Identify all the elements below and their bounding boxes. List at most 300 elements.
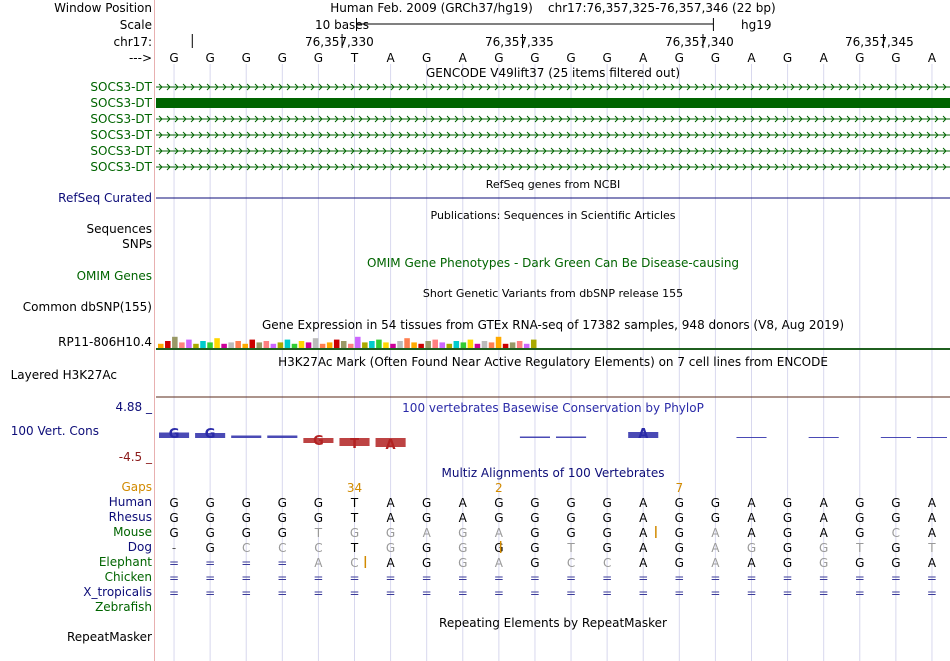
alignment-base: T (856, 541, 864, 555)
alignment-base: = (241, 556, 252, 570)
alignment-base: G (385, 541, 396, 555)
cons-ymin-label: -4.5 _ (118, 450, 152, 464)
reference-base: G (205, 51, 215, 65)
gencode-track-title[interactable]: GENCODE V49lift37 (25 items filtered out) (425, 66, 680, 80)
alignment-base: G (819, 556, 829, 570)
reference-base: G (710, 51, 721, 65)
gtex-tissue-bar (172, 337, 178, 348)
alignment-base: G (566, 526, 576, 540)
alignment-base: A (927, 511, 937, 525)
alignment-base: T (314, 526, 323, 540)
alignment-base: G (819, 541, 829, 555)
gtex-tissue-bar (292, 344, 298, 348)
phylop-base-letter: T (350, 437, 359, 452)
alignment-base: G (782, 556, 793, 570)
gtex-tissue-bar (299, 341, 305, 348)
window-position-label: Window Position (54, 1, 152, 15)
alignment-base: G (530, 556, 540, 570)
alignment-base: G (349, 526, 360, 540)
reference-base: G (891, 51, 901, 65)
alignment-base: T (350, 511, 359, 525)
gtex-tissue-bar (468, 340, 474, 348)
alignment-base: G (277, 496, 287, 510)
alignment-base: = (241, 586, 252, 600)
sequences-track-label[interactable]: Sequences (86, 222, 152, 236)
track-label-column (0, 0, 154, 661)
gtex-gene-label[interactable]: RP11-806H10.4 (58, 335, 152, 349)
reference-base: A (927, 51, 937, 65)
reference-base: G (855, 51, 865, 65)
gtex-tissue-bar (313, 338, 319, 348)
alignment-base: G (205, 541, 215, 555)
alignment-base: = (566, 586, 577, 600)
gtex-tissue-bar (397, 341, 403, 348)
alignment-base: G (891, 541, 901, 555)
alignment-base: G (602, 496, 612, 510)
reference-base: G (313, 51, 324, 65)
h3k27ac-track-title[interactable]: H3K27Ac Mark (Often Found Near Active Regulatory Elements) on 7 cell lines from ENCODE (278, 355, 828, 369)
phylop-base-logo (736, 437, 766, 438)
alignment-base: A (386, 511, 395, 525)
cons-ymax-label: 4.88 _ (115, 400, 152, 414)
alignment-base: G (205, 526, 215, 540)
assembly-name: Human Feb. 2009 (GRCh37/hg19) (330, 1, 533, 15)
alignment-base: A (747, 526, 756, 540)
species-label-dog[interactable]: Dog (127, 540, 152, 554)
alignment-base: G (422, 541, 432, 555)
alignment-base: G (710, 511, 721, 525)
scale-bases-text: 10 bases (315, 18, 369, 32)
alignment-base: = (674, 586, 685, 600)
alignment-base: A (819, 526, 828, 540)
species-label-zebrafish[interactable]: Zebrafish (95, 600, 152, 614)
alignment-base: = (566, 571, 577, 585)
alignment-base: = (385, 586, 396, 600)
gtex-tissue-bar (320, 344, 326, 348)
alignment-base: G (674, 526, 684, 540)
phylop-base-letter: G (204, 427, 216, 442)
alignment-base: = (782, 586, 793, 600)
alignment-base: A (639, 526, 648, 540)
alignment-base: = (710, 586, 721, 600)
gtex-tissue-bar (214, 338, 220, 348)
alignment-base: = (529, 571, 540, 585)
alignment-base: = (205, 586, 216, 600)
alignment-base: = (890, 586, 901, 600)
alignment-base: A (819, 496, 828, 510)
alignment-base: G (458, 526, 468, 540)
alignment-base: G (782, 496, 793, 510)
alignment-base: A (711, 526, 720, 540)
alignment-base: A (639, 541, 648, 555)
gencode-item-label[interactable]: SOCS3-DT (90, 160, 152, 174)
gtex-tissue-bar (517, 341, 523, 348)
alignment-base: = (818, 571, 829, 585)
reference-base: A (458, 51, 467, 65)
refseq-track-title[interactable]: RefSeq genes from NCBI (485, 178, 621, 191)
alignment-base: = (602, 571, 613, 585)
alignment-base: A (639, 511, 648, 525)
alignment-base: G (169, 496, 179, 510)
alignment-base: = (854, 571, 865, 585)
alignment-base: G (782, 526, 793, 540)
alignment-base: = (457, 571, 468, 585)
gap-count: 2 (495, 481, 503, 495)
alignment-base: = (313, 586, 324, 600)
phylop-base-letter: G (313, 434, 324, 449)
alignment-base: G (530, 511, 540, 525)
alignment-base: G (422, 556, 432, 570)
alignment-base: G (313, 511, 324, 525)
phylop-base-letter: A (638, 427, 649, 442)
alignment-base: A (386, 556, 395, 570)
gtex-tissue-bar (432, 340, 438, 348)
alignment-base: A (747, 556, 756, 570)
alignment-base: T (350, 496, 359, 510)
gencode-item-label[interactable]: SOCS3-DT (90, 96, 152, 110)
gtex-tissue-bar (503, 344, 509, 348)
gtex-tissue-bar (411, 342, 417, 348)
alignment-base: G (169, 526, 179, 540)
alignment-base: A (927, 556, 937, 570)
alignment-base: - (171, 541, 177, 555)
alignment-base: G (494, 541, 504, 555)
alignment-base: = (169, 556, 180, 570)
alignment-base: = (638, 571, 649, 585)
track-image-area[interactable] (156, 0, 950, 661)
alignment-base: G (241, 496, 251, 510)
alignment-base: G (782, 541, 793, 555)
gtex-tissue-bar (461, 342, 467, 348)
omim-track-title[interactable]: OMIM Gene Phenotypes - Dark Green Can Be Disease-causing (366, 256, 740, 270)
alignment-base: C (891, 526, 901, 540)
alignment-base: G (494, 511, 504, 525)
alignment-base: C (314, 541, 323, 555)
gtex-tissue-bar (475, 344, 481, 348)
alignment-base: = (746, 571, 757, 585)
alignment-base: = (421, 586, 432, 600)
reference-base: G (169, 51, 179, 65)
gtex-tissue-bar (306, 342, 312, 348)
alignment-base: G (422, 496, 432, 510)
alignment-base: G (674, 496, 684, 510)
gtex-tissue-bar (418, 344, 424, 348)
gtex-tissue-bar (369, 341, 375, 348)
alignment-base: G (602, 526, 612, 540)
gtex-tissue-bar (439, 342, 445, 348)
reference-base: T (350, 51, 359, 65)
alignment-base: T (350, 541, 359, 555)
gtex-tissue-bar (264, 341, 270, 348)
alignment-base: = (854, 586, 865, 600)
alignment-base: = (241, 571, 252, 585)
alignment-base: A (458, 511, 467, 525)
gencode-item-label[interactable]: SOCS3-DT (90, 144, 152, 158)
gencode-item-label[interactable]: SOCS3-DT (90, 128, 152, 142)
alignment-base: = (602, 586, 613, 600)
gtex-tissue-bar (186, 340, 192, 348)
dbsnp-track-label[interactable]: Common dbSNP(155) (22, 300, 152, 314)
gtex-tissue-bar (348, 344, 354, 348)
gtex-tissue-bar (404, 338, 410, 348)
alignment-base: T (928, 541, 936, 555)
gap-count: 7 (675, 481, 684, 495)
gtex-tissue-bar (257, 342, 263, 348)
alignment-base: G (205, 511, 215, 525)
phylop-base-logo (881, 437, 911, 438)
alignment-base: G (494, 496, 504, 510)
alignment-base: A (711, 556, 720, 570)
alignment-base: = (710, 571, 721, 585)
alignment-base: = (782, 571, 793, 585)
phylop-base-logo (809, 437, 839, 438)
gtex-tissue-bar (425, 341, 431, 348)
phylop-base-logo (267, 436, 297, 439)
gtex-tissue-bar (207, 342, 213, 348)
alignment-base: G (241, 511, 251, 525)
gtex-tissue-bar (327, 342, 333, 348)
label-divider (154, 0, 155, 661)
gtex-tissue-bar (271, 344, 277, 348)
cons-track-label[interactable]: 100 Vert. Cons (10, 424, 99, 438)
alignment-base: = (277, 556, 288, 570)
alignment-base: A (494, 556, 503, 570)
alignment-base: G (782, 511, 793, 525)
species-label-human[interactable]: Human (108, 495, 152, 509)
gtex-tissue-bar (249, 340, 255, 348)
alignment-base: G (458, 556, 468, 570)
gtex-tissue-bar (165, 341, 171, 348)
alignment-base: G (530, 526, 540, 540)
alignment-base: = (926, 571, 937, 585)
gtex-tissue-bar (179, 342, 185, 348)
alignment-base: = (746, 586, 757, 600)
alignment-base: = (313, 571, 324, 585)
gtex-tissue-bar (341, 341, 347, 348)
dbsnp-track-title[interactable]: Short Genetic Variants from dbSNP release 155 (422, 287, 684, 300)
alignment-base: A (819, 511, 828, 525)
gencode-exon-block (156, 98, 950, 108)
alignment-base: C (566, 556, 576, 570)
snps-track-label[interactable]: SNPs (122, 237, 152, 251)
species-label-elephant[interactable]: Elephant (98, 555, 152, 569)
alignment-base: G (313, 496, 324, 510)
alignment-base: A (386, 496, 395, 510)
alignment-base: G (891, 511, 901, 525)
gtex-tissue-bar (158, 344, 164, 348)
h3k27ac-track-label[interactable]: Layered H3K27Ac (10, 368, 117, 382)
gtex-tissue-bar (193, 344, 199, 348)
alignment-base: G (674, 511, 684, 525)
gtex-track-title[interactable]: Gene Expression in 54 tissues from GTEx RNA-seq of 17382 samples, 948 donors (V8, Aug 2019) (261, 318, 845, 332)
alignment-base: G (602, 541, 612, 555)
gtex-tissue-bar (228, 342, 234, 348)
alignment-base: G (169, 511, 179, 525)
gap-count: 34 (346, 481, 363, 495)
alignment-base: A (458, 496, 467, 510)
window-position-text (156, 1, 950, 15)
gtex-tissue-bar (355, 337, 361, 348)
alignment-base: G (530, 496, 540, 510)
chrom-label: chr17: (113, 35, 152, 49)
alignment-base: = (638, 586, 649, 600)
gtex-tissue-bar (510, 342, 516, 348)
refseq-track-label[interactable]: RefSeq Curated (58, 191, 152, 205)
reference-base: G (422, 51, 432, 65)
multiz-track-title[interactable]: Multiz Alignments of 100 Vertebrates (441, 466, 665, 480)
alignment-base: A (711, 541, 720, 555)
alignment-base: A (747, 511, 756, 525)
alignment-base: = (205, 571, 216, 585)
alignment-base: = (277, 571, 288, 585)
gtex-tissue-bar (235, 341, 241, 348)
gtex-tissue-bar (285, 340, 291, 348)
reference-base: A (819, 51, 828, 65)
alignment-base: A (639, 556, 648, 570)
alignment-base: A (494, 526, 503, 540)
alignment-base: G (241, 526, 251, 540)
alignment-base: G (855, 556, 865, 570)
alignment-base: G (566, 496, 576, 510)
reference-base: A (747, 51, 756, 65)
reference-base: G (782, 51, 793, 65)
reference-base: G (566, 51, 576, 65)
alignment-base: = (349, 571, 360, 585)
gtex-tissue-bar (376, 340, 382, 348)
alignment-base: G (277, 526, 287, 540)
alignment-base: A (927, 526, 937, 540)
gtex-tissue-bar (390, 344, 396, 348)
coord-tick-label: 76,357,335 (485, 35, 554, 49)
alignment-base: = (818, 586, 829, 600)
phylop-base-logo (556, 437, 586, 439)
alignment-base: = (421, 571, 432, 585)
window-coordinates: chr17:76,357,325-76,357,346 (22 bp) (548, 1, 776, 15)
alignment-base: = (529, 586, 540, 600)
alignment-base: A (314, 556, 323, 570)
phylop-base-letter: G (168, 427, 180, 442)
alignment-base: = (926, 586, 937, 600)
repeatmasker-track-title[interactable]: Repeating Elements by RepeatMasker (439, 616, 667, 630)
alignment-base: = (493, 586, 504, 600)
alignment-base: T (567, 541, 575, 555)
strand-label: ---> (128, 51, 152, 65)
alignment-base: G (855, 496, 865, 510)
species-label-mouse[interactable]: Mouse (113, 525, 152, 539)
reference-base: G (277, 51, 287, 65)
species-label-chicken[interactable]: Chicken (104, 570, 152, 584)
alignment-base: = (349, 586, 360, 600)
phylop-base-logo (917, 437, 947, 438)
alignment-base: C (350, 556, 359, 570)
gtex-tissue-bar (383, 342, 389, 348)
scale-assembly-text: hg19 (741, 18, 772, 32)
alignment-base: G (385, 526, 396, 540)
alignment-base: A (639, 496, 648, 510)
alignment-base: = (674, 571, 685, 585)
publications-track-title[interactable]: Publications: Sequences in Scientific Articles (430, 209, 676, 222)
reference-base: G (530, 51, 540, 65)
coord-tick-label: 76,357,345 (845, 35, 914, 49)
alignment-base: G (422, 511, 432, 525)
alignment-base: = (169, 586, 180, 600)
alignment-base: G (855, 511, 865, 525)
alignment-base: = (890, 571, 901, 585)
reference-base: A (386, 51, 395, 65)
gtex-tissue-bar (221, 344, 227, 348)
gencode-item-label[interactable]: SOCS3-DT (90, 112, 152, 126)
alignment-base: A (747, 496, 756, 510)
alignment-base: G (458, 541, 468, 555)
repeatmasker-track-label[interactable]: RepeatMasker (66, 630, 152, 644)
phylop-base-letter: A (385, 438, 396, 453)
alignment-base: G (746, 541, 757, 555)
alignment-base: = (385, 571, 396, 585)
gaps-label: Gaps (121, 480, 152, 494)
gtex-tissue-bar (447, 344, 453, 348)
gencode-item-label[interactable]: SOCS3-DT (90, 80, 152, 94)
alignment-base: G (855, 526, 865, 540)
gtex-tissue-bar (362, 342, 368, 348)
reference-base: G (494, 51, 504, 65)
alignment-base: G (674, 556, 684, 570)
alignment-base: = (169, 571, 180, 585)
phylop-track-title[interactable]: 100 vertebrates Basewise Conservation by PhyloP (402, 401, 704, 415)
alignment-base: G (566, 511, 576, 525)
alignment-base: C (278, 541, 287, 555)
gtex-tissue-bar (489, 342, 495, 348)
alignment-base: G (602, 511, 612, 525)
gtex-tissue-bar (334, 340, 340, 348)
gtex-tissue-bar (496, 337, 502, 348)
reference-base: G (241, 51, 251, 65)
species-label-rhesus[interactable]: Rhesus (108, 510, 152, 524)
scale-label: Scale (119, 18, 152, 32)
reference-base: G (674, 51, 684, 65)
reference-base: A (639, 51, 648, 65)
gtex-tissue-bar (482, 341, 488, 348)
alignment-base: G (674, 541, 684, 555)
gtex-tissue-bar (242, 344, 248, 348)
alignment-base: G (530, 541, 540, 555)
species-label-x-tropicalis[interactable]: X_tropicalis (83, 585, 152, 599)
coord-tick-label: 76,357,330 (305, 35, 374, 49)
omim-track-label[interactable]: OMIM Genes (76, 269, 152, 283)
phylop-base-logo (520, 437, 550, 439)
gtex-tissue-bar (200, 341, 206, 348)
alignment-base: G (891, 496, 901, 510)
alignment-base: A (927, 496, 937, 510)
gtex-tissue-bar (454, 341, 460, 348)
gtex-tissue-bar (531, 340, 537, 348)
alignment-base: = (457, 586, 468, 600)
reference-base: G (602, 51, 612, 65)
alignment-base: = (205, 556, 216, 570)
phylop-base-logo (231, 436, 261, 439)
alignment-base: G (205, 496, 215, 510)
gtex-tissue-bar (524, 344, 530, 348)
alignment-base: C (242, 541, 251, 555)
gtex-tissue-bar (278, 342, 284, 348)
alignment-base: = (277, 586, 288, 600)
alignment-base: C (602, 556, 612, 570)
alignment-base: G (710, 496, 721, 510)
alignment-base: G (277, 511, 287, 525)
alignment-base: A (422, 526, 431, 540)
coord-tick-label: 76,357,340 (665, 35, 734, 49)
alignment-base: = (493, 571, 504, 585)
alignment-base: G (891, 556, 901, 570)
